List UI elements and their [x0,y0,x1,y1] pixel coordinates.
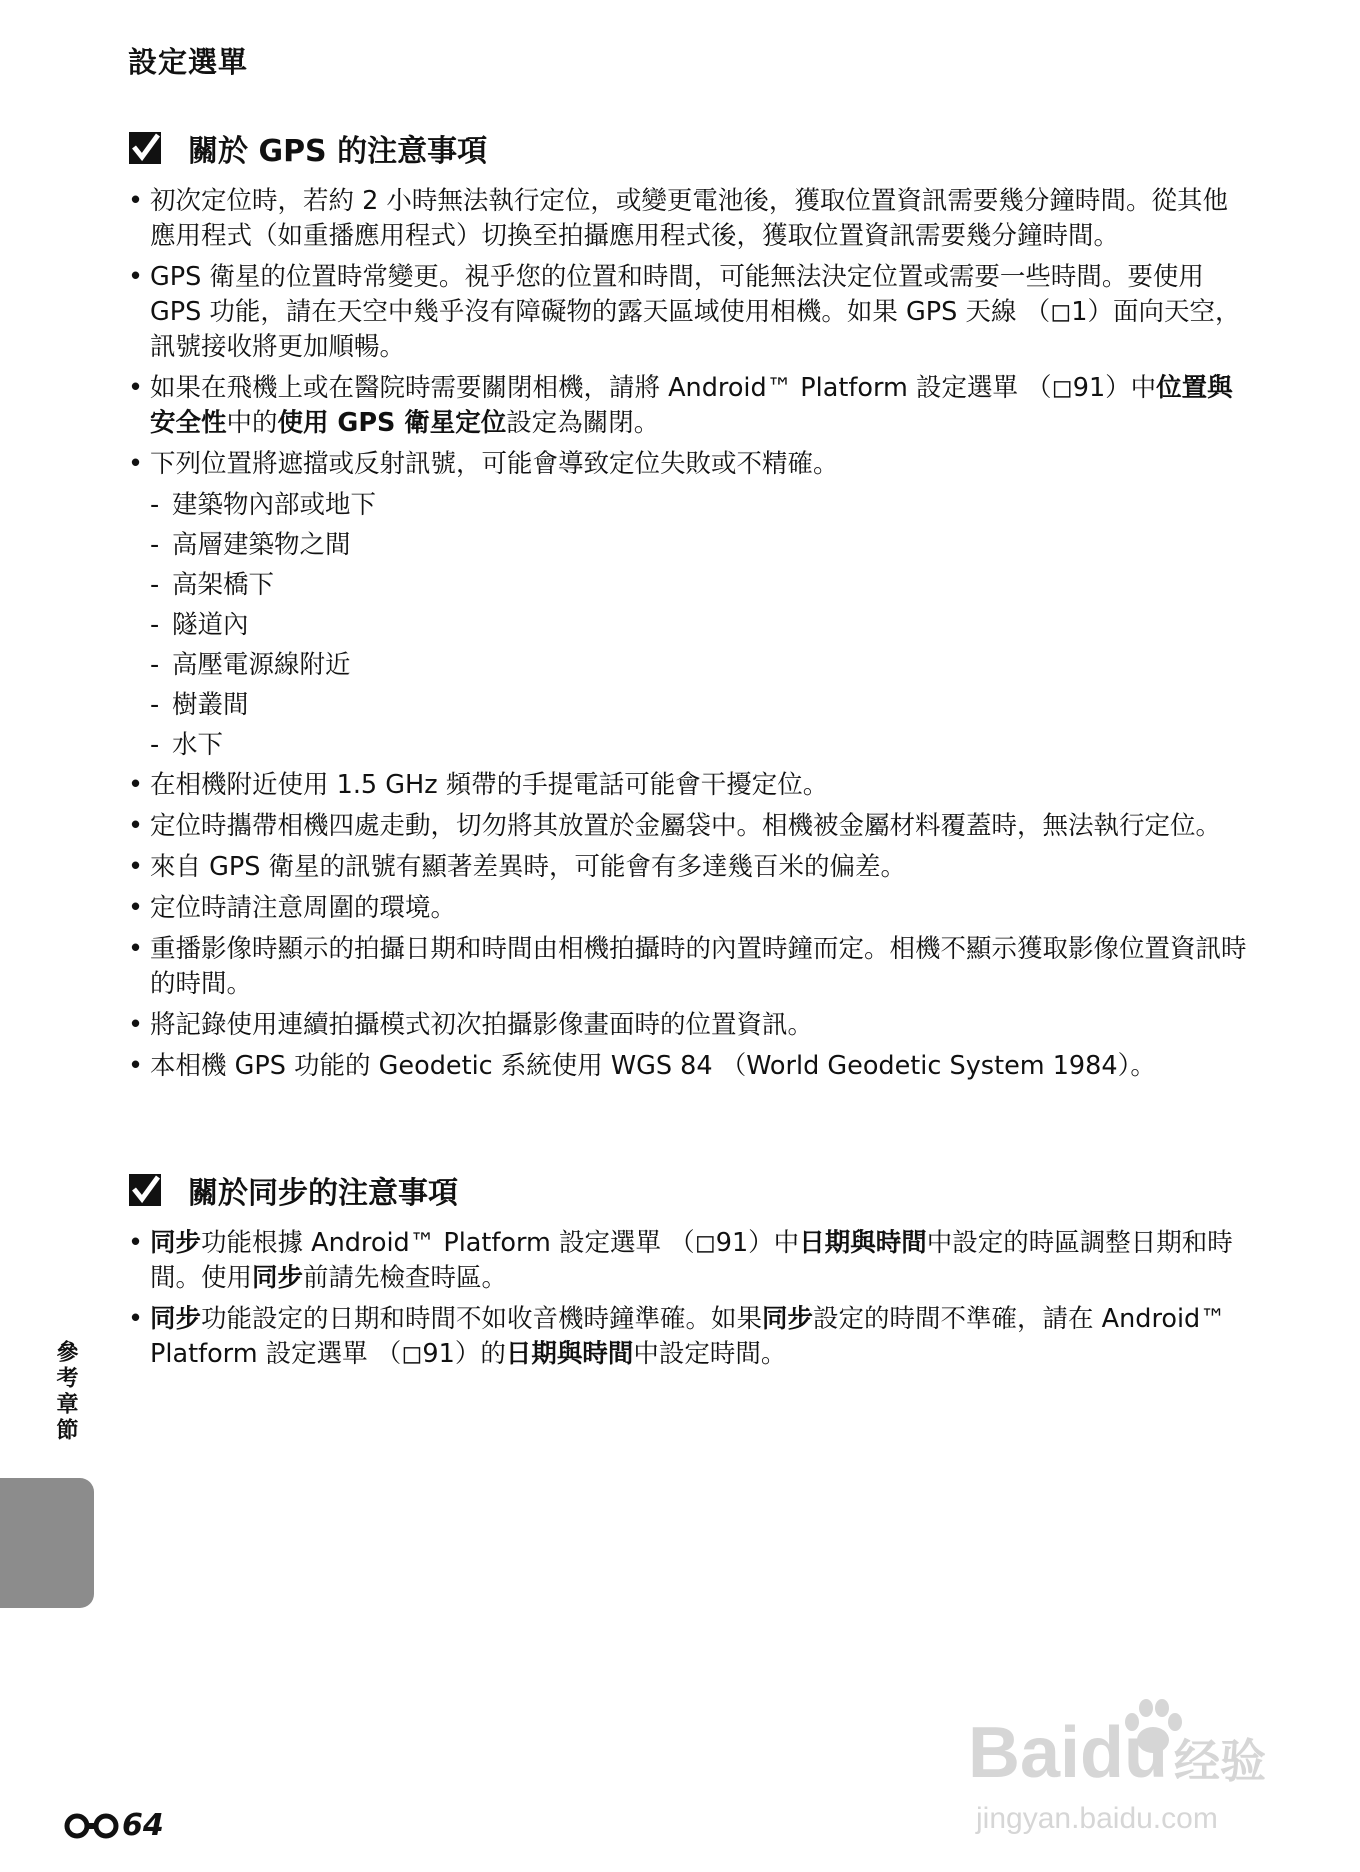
list-item: • 定位時攜帶相機四處走動，切勿將其放置於金屬袋中。相機被金屬材料覆蓋時，無法執行定位。 [128,809,1248,844]
list-item: • 將記錄使用連續拍攝模式初次拍攝影像畫面時的位置資訊。 [128,1008,1248,1043]
list-item: • 定位時請注意周圍的環境。 [128,891,1248,926]
list-item: • 同步功能設定的日期和時間不如收音機時鐘準確。如果同步設定的時間不準確，請在 Android™ Platform 設定選單 （◻91）的日期與時間中設定時間。 [128,1302,1248,1372]
list-item: • 如果在飛機上或在醫院時需要關閉相機，請將 Android™ Platform 設定選單 （◻91）中位置與安全性中的使用 GPS 衛星定位設定為關閉。 [128,371,1248,441]
list-item: • 重播影像時顯示的拍攝日期和時間由相機拍攝時的內置時鐘而定。相機不顯示獲取影像位置資訊時的時間。 [128,932,1248,1002]
sync-bullet-list [128,1226,1248,1372]
page-number-text: 64 [122,1808,164,1843]
sub-list-item: - 建築物內部或地下 [150,490,377,520]
gps-section-title: 關於 GPS 的注意事項 [188,134,488,169]
chapter-side-label: 參考章節 [53,1340,78,1444]
page-header-title: 設定選單 [128,45,249,79]
gps-bullet-list [128,184,1248,1084]
sub-list-item: - 高層建築物之間 [150,530,351,560]
list-item: • 同步功能根據 Android™ Platform 設定選單 （◻91）中日期與時間中設定的時區調整日期和時間。使用同步前請先檢查時區。 [128,1226,1248,1296]
list-item: • GPS 衛星的位置時常變更。視乎您的位置和時間，可能無法決定位置或需要一些時間。要使用 GPS 功能，請在天空中幾乎沒有障礙物的露天區域使用相機。如果 GPS 天線 （◻1）面向天空，訊號接收將更加順暢。 [128,260,1248,365]
page-number [64,1808,164,1843]
sub-list-item: - 樹叢間 [150,690,249,720]
gps-notes-section [128,126,1248,1090]
watermark-brand: Baidu 经验 [968,1713,1267,1793]
list-item: • 來自 GPS 衛星的訊號有顯著差異時，可能會有多達幾百米的偏差。 [128,850,1248,885]
sub-list-item: - 水下 [150,730,224,760]
sync-notes-section [128,1168,1248,1378]
sync-section-heading [128,1168,1248,1212]
checkmark-icon [128,1173,162,1207]
checkmark-icon [128,131,162,165]
sync-section-title: 關於同步的注意事項 [188,1176,458,1211]
list-item: • 在相機附近使用 1.5 GHz 頻帶的手提電話可能會干擾定位。 [128,768,1248,803]
sub-list-item: - 高壓電源線附近 [150,650,351,680]
gps-section-heading [128,126,1248,170]
reference-section-icon [64,1813,120,1839]
list-item: • 初次定位時，若約 2 小時無法執行定位，或變更電池後，獲取位置資訊需要幾分鐘時間。從其他應用程式（如重播應用程式）切換至拍攝應用程式後，獲取位置資訊需要幾分鐘時間。 [128,184,1248,254]
list-item: • 下列位置將遮擋或反射訊號，可能會導致定位失敗或不精確。 [128,447,1248,482]
watermark-url: jingyan.baidu.com [976,1802,1218,1835]
chapter-tab [0,1478,94,1608]
sub-list-item: - 高架橋下 [150,570,275,600]
sub-list-item: - 隧道內 [150,610,249,640]
list-item: • 本相機 GPS 功能的 Geodetic 系統使用 WGS 84 （World Geodetic System 1984）。 [128,1049,1248,1084]
baidu-watermark [968,1692,1298,1842]
